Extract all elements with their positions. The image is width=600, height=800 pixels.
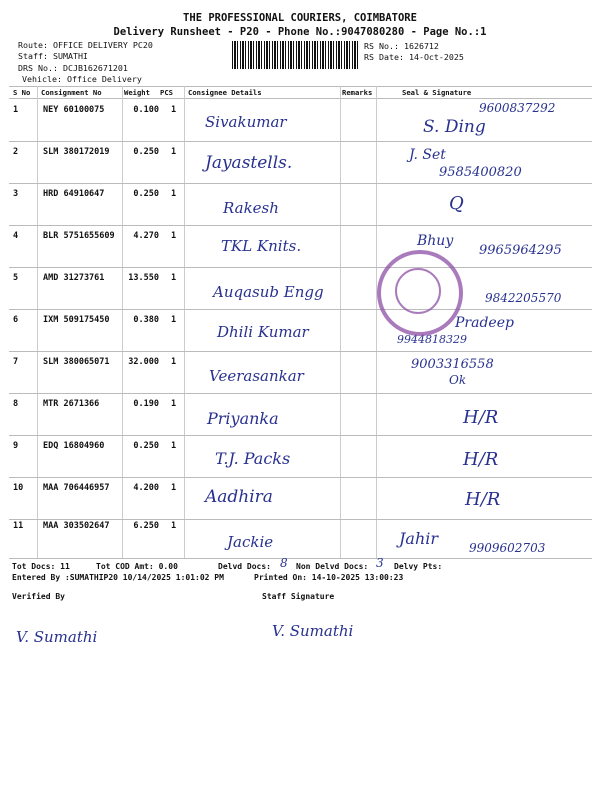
row-consignment-no: AMD 31273761 — [43, 273, 105, 283]
row-consignee-handwritten: Auqasub Engg — [213, 283, 324, 301]
table-row — [9, 435, 592, 476]
row-consignee-handwritten: Sivakumar — [205, 113, 287, 131]
row-weight: 6.250 — [133, 521, 159, 531]
runsheet-subtitle: Delivery Runsheet - P20 - Phone No.:9047080280 - Page No.:1 — [113, 26, 487, 38]
table-row — [9, 183, 592, 224]
row-weight: 4.200 — [133, 483, 159, 493]
row-pcs: 1 — [171, 231, 177, 241]
row-signature: S. Ding — [423, 117, 486, 137]
table-row — [9, 141, 592, 182]
table-row — [9, 225, 592, 266]
row-pcs: 1 — [171, 357, 177, 367]
row-sno: 8 — [13, 399, 19, 409]
row-weight: 4.270 — [133, 231, 159, 241]
row-sno: 3 — [13, 189, 19, 199]
row-consignment-no: BLR 5751655609 — [43, 231, 115, 241]
staff-signature: V. Sumathi — [272, 622, 354, 640]
row-consignment-no: MAA 303502647 — [43, 521, 110, 531]
row-weight: 0.100 — [133, 105, 159, 115]
table-row — [9, 477, 592, 518]
row-pcs: 1 — [171, 399, 177, 409]
row-signature: J. Set — [409, 147, 446, 163]
row-pcs: 1 — [171, 483, 177, 493]
row-weight: 0.380 — [133, 315, 159, 325]
non-delivered-handwritten: 3 — [376, 556, 384, 570]
row-consignee-handwritten: Veerasankar — [209, 367, 304, 385]
row-consignment-no: MTR 2671366 — [43, 399, 100, 409]
row-sno: 1 — [13, 105, 19, 115]
row-consignment-no: MAA 706446957 — [43, 483, 110, 493]
row-consignment-no: HRD 64910647 — [43, 189, 105, 199]
row-phone: 9600837292 — [479, 101, 556, 115]
row-pcs: 1 — [171, 105, 177, 115]
delivery-points-label: Delvy Pts: — [394, 562, 443, 571]
table-row — [9, 515, 592, 556]
table-top-line — [9, 86, 592, 87]
row-pcs: 1 — [171, 189, 177, 199]
col-header-consignment: Consignment No — [41, 88, 102, 97]
row-weight: 13.550 — [128, 273, 159, 283]
row-consignment-no: SLM 380065071 — [43, 357, 110, 367]
col-header-consignee: Consignee Details — [188, 88, 262, 97]
rs-date: RS Date: 14-Oct-2025 — [364, 52, 464, 62]
row-consignee-handwritten: Jayastells. — [205, 153, 293, 173]
table-row — [9, 309, 592, 350]
row-weight: 0.190 — [133, 399, 159, 409]
row-sno: 7 — [13, 357, 19, 367]
vehicle-label: Vehicle: Office Delivery — [22, 74, 142, 84]
col-header-weight: Weight — [124, 88, 150, 97]
verified-signature: V. Sumathi — [16, 628, 98, 646]
table-bottom-line — [9, 558, 592, 559]
row-signature: H/R — [463, 449, 499, 470]
delivered-docs-handwritten: 8 — [280, 556, 288, 570]
non-delivered-docs-label: Non Delvd Docs: — [296, 562, 369, 571]
staff-signature-label: Staff Signature — [262, 592, 335, 601]
non-delivered-docs-value — [376, 556, 384, 570]
row-phone: 9909602703 — [469, 541, 546, 555]
col-header-remarks: Remarks — [342, 88, 373, 97]
row-signature: Bhuy — [417, 233, 454, 249]
row-weight: 0.250 — [133, 189, 159, 199]
row-signature: H/R — [465, 489, 501, 510]
row-signature: Pradeep — [455, 315, 514, 331]
table-row — [9, 393, 592, 434]
company-title: THE PROFESSIONAL COURIERS, COIMBATORE — [183, 12, 417, 24]
table-row — [9, 99, 592, 140]
entered-by: Entered By :SUMATHIP20 10/14/2025 1:01:02 PM — [12, 573, 224, 582]
drs-number: DRS No.: DCJB162671201 — [18, 63, 128, 73]
row-signature: Jahir — [399, 529, 439, 548]
row-consignee-handwritten: Jackie — [227, 533, 274, 551]
row-sno: 11 — [13, 521, 24, 531]
row-consignment-no: EDQ 16804960 — [43, 441, 105, 451]
row-consignment-no: NEY 60100075 — [43, 105, 105, 115]
row-weight: 32.000 — [128, 357, 159, 367]
row-consignee-handwritten: Rakesh — [223, 199, 279, 217]
row-sno: 9 — [13, 441, 19, 451]
row-pcs: 1 — [171, 441, 177, 451]
row-sno: 6 — [13, 315, 19, 325]
tot-docs: Tot Docs: 11 — [12, 562, 70, 571]
tot-cod-amt: Tot COD Amt: 0.00 — [96, 562, 178, 571]
row-weight: 0.250 — [133, 147, 159, 157]
delivered-docs-label: Delvd Docs: — [218, 562, 271, 571]
route-label: Route: OFFICE DELIVERY PC20 — [18, 40, 153, 50]
row-sno: 5 — [13, 273, 19, 283]
row-phone: 9842205570 — [485, 291, 562, 305]
row-phone: 9944818329 — [397, 333, 467, 346]
row-pcs: 1 — [171, 521, 177, 531]
table-row — [9, 267, 592, 308]
row-consignment-no: IXM 509175450 — [43, 315, 110, 325]
row-weight: 0.250 — [133, 441, 159, 451]
row-consignee-handwritten: T.J. Packs — [215, 449, 291, 468]
col-header-sno: S No — [13, 88, 31, 97]
row-consignee-handwritten: Dhili Kumar — [217, 323, 309, 341]
row-consignee-handwritten: TKL Knits. — [221, 237, 302, 255]
verified-by-label: Verified By — [12, 592, 65, 601]
row-phone: 9585400820 — [439, 165, 522, 180]
row-sno: 2 — [13, 147, 19, 157]
row-pcs: 1 — [171, 147, 177, 157]
rs-number: RS No.: 1626712 — [364, 41, 439, 51]
row-signature: Ok — [449, 373, 467, 387]
row-pcs: 1 — [171, 315, 177, 325]
table-row — [9, 351, 592, 392]
row-consignee-handwritten: Priyanka — [207, 409, 279, 428]
printed-on: Printed On: 14-10-2025 13:00:23 — [254, 573, 404, 582]
row-phone: 9003316558 — [411, 357, 494, 372]
row-pcs: 1 — [171, 273, 177, 283]
row-consignment-no: SLM 380172019 — [43, 147, 110, 157]
row-sno: 4 — [13, 231, 19, 241]
staff-label: Staff: SUMATHI — [18, 51, 88, 61]
row-phone: 9965964295 — [479, 243, 562, 258]
row-signature: Q — [449, 193, 464, 214]
company-seal-stamp — [377, 250, 463, 336]
row-sno: 10 — [13, 483, 24, 493]
col-header-pcs: PCS — [160, 88, 173, 97]
row-consignee-handwritten: Aadhira — [205, 487, 273, 507]
barcode — [232, 41, 360, 69]
row-signature: H/R — [463, 407, 499, 428]
col-header-seal: Seal & Signature — [402, 88, 472, 97]
delivered-docs-value — [280, 556, 288, 570]
